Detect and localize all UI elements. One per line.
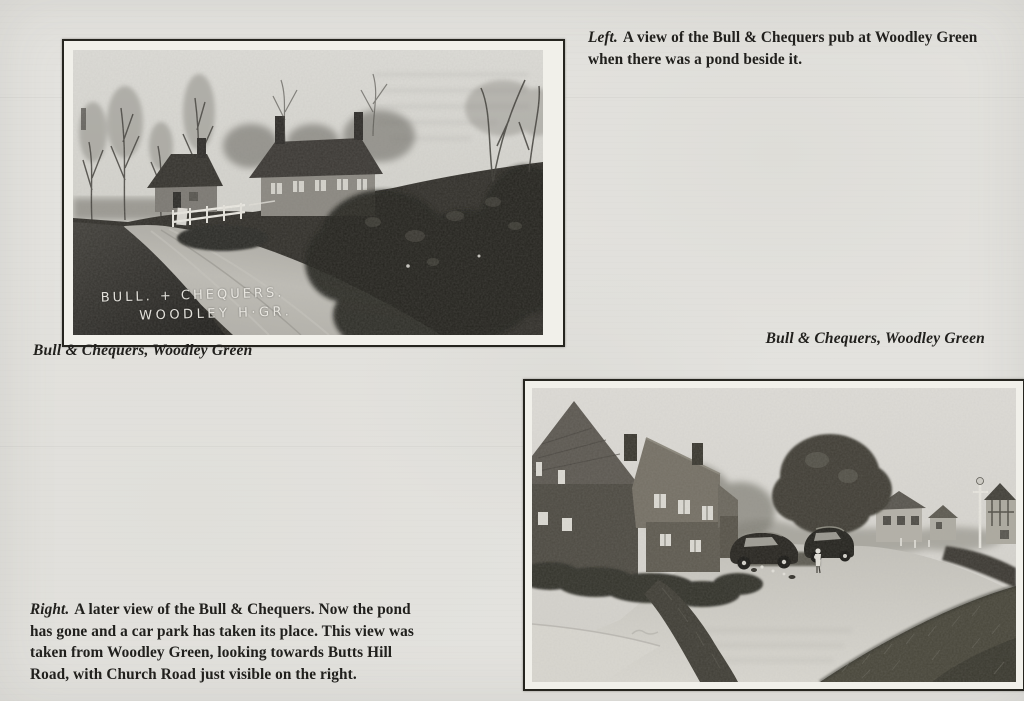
- caption-bottom-left-line2: has gone and a car park has taken its place. This view was: [30, 622, 414, 640]
- photo-bottom-right-image: [532, 388, 1016, 682]
- caption-photo-bottom-right: Bull & Chequers, Woodley Green: [765, 330, 985, 347]
- caption-bottom-left-lead: Right.: [30, 601, 70, 618]
- photo-grain: [532, 388, 1016, 682]
- photo-frame-top-left: [62, 39, 565, 347]
- caption-bottom-left-line3: taken from Woodley Green, looking towards Butts Hill: [30, 644, 393, 661]
- caption-bottom-left: [30, 599, 414, 685]
- caption-top-right-line2: when there was a pond beside it.: [588, 50, 803, 68]
- caption-top-right-line1: A view of the Bull & Chequers pub at Woodley Green: [622, 29, 978, 46]
- caption-top-right-lead: Left.: [588, 29, 618, 46]
- caption-photo-top-left: Bull & Chequers, Woodley Green: [33, 342, 253, 359]
- photo-top-left-image: [73, 50, 543, 335]
- photo-frame-bottom-right: [523, 379, 1024, 691]
- handwritten-caption: [101, 286, 293, 323]
- handwritten-line1: BULL. + CHEQUERS.: [100, 285, 285, 306]
- caption-bottom-left-line1: A later view of the Bull & Chequers. Now the pond: [74, 601, 411, 618]
- photo-bottom-right-scene: [532, 388, 1016, 682]
- caption-bottom-left-line4: Road, with Church Road just visible on the right.: [30, 665, 357, 683]
- caption-top-right: [588, 27, 977, 70]
- handwritten-line2: WOODLEY H·GR.: [139, 304, 293, 324]
